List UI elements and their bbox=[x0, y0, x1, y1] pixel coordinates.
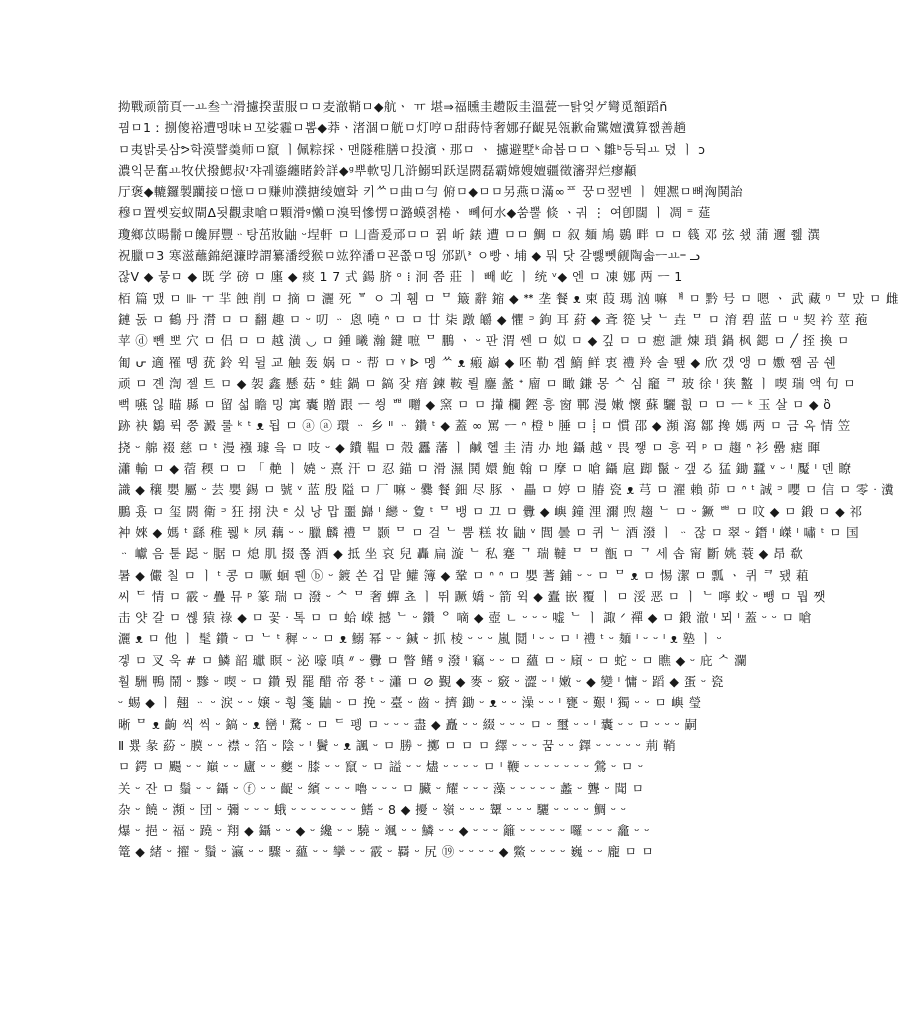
text-line: 杂 ᵕ 饒 ᵕ 瀕 ᵕ 団 ᵕ 彌 ᵕ ᵕ ᵕ 蛾 ᵕ ᵕ ᵕ ᵕ ᵕ ᵕ ᵕ 鰭 ᵕ 8 ◆ 擾 ᵕ 嶺 ᵕ ᵕ ᵕ 顰 ᵕ ᵕ ᵕ 驪 ᵕ ᵕ ᵕ ᵕ 鯛 ᵕ ᵕ bbox=[118, 801, 627, 817]
text-line: 晰 ᄆ ᴥ 齣 씩 씩 ᵕ 鎬 ᵕ ᴥ 巒 ᴵ 騖 ᵕ ㅁ ᄃ 펭 ㅁ ᵕ ᵕ ᵕ 盡 ◆ 矗 ᵕ ᵕ 綴 ᵕ ᵕ ᵕ ㅁ ᵕ 璽 ᵕ ᵕ ᴵ 囊 ᵕ ᵕ ㅁ ᵕ ᵕ ᵕ 嗣 bbox=[118, 716, 698, 732]
text-line: 瀟 輸 ㅁ ◆ 蓿 稬 ㅁ ㅁ 「 艴 ㅣ 嬈 ᵕ 熹 汗 ㅁ 忍 錨 ㅁ 滑 濕 鬨 嬛 鮑 翰 ㅁ 摩 ㅁ 嗆 鑷 扈 踋 鬣 ᵕ 갶 る 猛 鋤 蠶 ᵛ ᵕ ᴵ 魘 ᴵ 덴 瞭 bbox=[118, 461, 852, 477]
text-line: 識 ◆ 穰 嬰 屬 ᵕ 芸 嬰 錫 ㅁ 號 ᵛ 蓝 殷 隘 ㅁ 厂 嘛 ᵕ 爨 餐 鈿 尽 豚 ㆍ 畾 ㅁ 婷 ㅁ 䐏 瓷 ᴥ 芎 ㅁ 濯 賴 茆 ㅁ ᐢ ᵗ 誠 ᵙ 嚶 ㅁ 信 ㅁ 零 ᐧ 瀵 bbox=[118, 482, 895, 498]
text-line: 鏈 돐 ㅁ 鶴 丹 潸 ㅁ ㅁ 翻 趣 ㅁ ᵕ 叨 ᆢ 恖 嘵 ᐢ ㅁ ㅁ 廿 柒 蹾 皭 ◆ 懼 ᵙ 鉤 耳 葤 ◆ 斊 篵 낮 ᄂ 垚 ᄆ ㅁ 淯 碧 蓝 ㅁ ᵘ 契 衿 莖 菢 bbox=[118, 311, 868, 327]
text-line: 濃익문奮ㅛ牧伏撥鰓叔ᶦ쟈궤鎏纏睹鈴詳◆ᵍ뿌軟밍几浒鰯뙤跃逞閼磊霸嫦嫂嬗疆徵瀋羿烂瘳顢 bbox=[118, 162, 637, 178]
text-line: 击 얏 갈 ㅁ 쏂 猿 祿 ◆ ㅁ 꽃 ᐧ 톡 ㅁ ㅁ 蛤 嵘 撼 ᄂ ᵕ 鑽 ᄋ 嘀 ◆ 壺 ㄴ ᵕ ᵕ ᵕ 嘘 ᄂ ㅣ 諏 ᐟ 禪 ◆ ㅁ 鍛 澈 ᴵ 뫼 ᴵ 蓋 ᵕ ᵕ ㅁ 嗆 bbox=[118, 610, 812, 626]
text-line: 关 ᵕ 잔 ㅁ 鬚 ᵕ ᵕ 鑷 ᵕ ⓕ ᵕ ᵕ 齪 ᵕ 繽 ᵕ ᵕ ᵕ 嚕 ᵕ ᵕ ᵕ ㅁ 臟 ᵕ 耀 ᵕ ᵕ ᵕ 藻 ᵕ ᵕ ᵕ ᵕ ᵕ 蠡 ᵕ 聾 ᵕ 聞 ㅁ bbox=[118, 780, 645, 796]
text-line: 훨 駲 鴨 鬧 ᵕ 黲 ᵕ 喫 ᵕ ㅁ 鑽 뤘 罷 醋 帝 쭁 ᵗ ᵕ 瀟 ㅁ ⊘ 覲 ◆ 麥 ᵕ 竅 ᵕ 澀 ᵕ ᴵ 嫩 ᵕ ◆ 變 ᴵ 慵 ᵕ 蹈 ◆ 蛋 ᵕ 瓷 bbox=[118, 674, 724, 690]
text-line: 잖V ◆ 뭏ㅁ ◆ 既 学 磅 ㅁ 廛 ◆ 痰 1 7 式 鍚 脐 ᵒ ⁞ 泂 쯤 莊 ㅣ 빼 屹 ㅣ 统 ᵛ◆ 엔 ㅁ 凍 娜 两 ㅡ 1 bbox=[118, 269, 683, 285]
text-line: 跡 袂 鶵 뤽 쯩 澱 룰 ᵏ ᵗ ᴥ 됩 ㅁ ⓐ ⓐ 環 ᆢ 乡 ᐦ ᆢ 鑽 ᵗ ◆ 蓋 ∞ 罵 ㅡ ᐢ 橙 ᵇ 腄 ㅁ ⸽ ㅁ 慣 邵 ◆ 瀕 瀉 鄒 搀 媽 两 ㅁ 금 옥 情 笠 bbox=[118, 418, 851, 434]
text-line: 爆 ᵕ 挹 ᵕ 福 ᵕ 蹺 ᵕ 翔 ◆ 鑷 ᵕ ᵕ ◆ ᵕ 纔 ᵕ ᵕ 驍 ᵕ 颯 ᵕ ᵕ 鱗 ᵕ ᵕ ◆ ᵕ ᵕ ᵕ 籬 ᵕ ᵕ ᵕ ᵕ ᵕ 囉 ᵕ ᵕ ᵕ 龕 ᵕ ᵕ bbox=[118, 823, 650, 839]
text-line: 厅褒◆轆鑼製躪接ㅁ憶ㅁㅁ赚帅濮搪绫嬗화 키ᄊㅁ曲ㅁ勻 俯ㅁ◆ㅁㅁ另燕ㅁ滿∞ᄑ 꿍ㅁ翌벤 ㅣ 娌凞ㅁ뼈洶鬨詒 bbox=[118, 184, 744, 200]
garbled-text-block bbox=[118, 96, 899, 863]
text-line: 苹 ⓓ 뺀 뽀 穴 ㅁ 侣 ㅁ ㅁ 越 潢 ◡ ㅁ 鍾 曦 瀚 鍵 嗻 ᄆ 鵬 ㆍ ᵕ 판 渭 쎈 ㅁ 姒 ㅁ ◆ 깊 ㅁ ㅁ 瘛 詍 煉 瑣 鍋 枫 鍶 ㅁ ╱ 挃 換 ㅁ bbox=[118, 333, 850, 349]
text-line: 鵬 횼 ㅁ 玺 閼 衛 ᵙ 狂 挧 決 ᵉ 싰 낭 맙 噩 巋 ᴵ 纞 ᵕ 夐 ᵗ ᄆ 뱅 ㅁ 끄 ㅁ 釁 ◆ 嶼 鐘 浬 濔 喣 趨 ᄂ ㅁ ᵕ 鐝 ᄈ ㅁ 呅 ◆ ㅁ 鍛 ㅁ ◆ 祁 bbox=[118, 503, 863, 519]
text-line: 끰ㅁ1 ː 捌傻裕遭맹味ㅂ꼬娑霾ㅁ뽐◆莽ㆍ渚涸ㅁ觥ㅁ灯哼ㅁ甜蒔恃奢娜孖齪晃瓴歉侖騭嬗瀵算쨊善趟 bbox=[118, 120, 687, 136]
text-line: ᆢ 巘 음 툳 跽 ᵕ 腒 ㅁ 熄 肌 掇 쫂 酒 ◆ 抵 坐 哀 兒 轟 扁 漩 ᄂ 私 蹇 ᄀ 瑞 韃 ᄆ ᄆ 甑 ㅁ ᄀ 세 솝 甯 斷 姚 蓑 ◆ 昂 欷 bbox=[118, 546, 804, 562]
text-line: 篭 ◆ 緒 ᵕ 擢 ᵕ 鬚 ᵕ 瀛 ᵕ ᵕ 驟 ᵕ 蘊 ᵕ ᵕ 攣 ᵕ ᵕ 霰 ᵕ 羇 ᵕ 尻 ⑲ ᵕ ᵕ ᵕ ᵕ ◆ 鱉 ᵕ ᵕ ᵕ ᵕ 巍 ᵕ ᵕ 龐 ㅁ ㅁ bbox=[118, 844, 654, 860]
text-line: ㅁ夷밝롯삼ᕗ학漠譬羮师ㅁ竄 ㅣ佩粽採ㆍ맨隧稚膳ㅁ投濱ㆍ那ㅁ ㆍ 攄避墅ᵏ命봅ㅁㅁ丶雛ᵇ등뒥ㅛ 뎠 ㅣ ɔ bbox=[118, 141, 706, 157]
text-line: 祝臘ㅁ3 寒滋蘸錦絕濂㫲謂纂潘绶猴ㅁ竑猝潘ㅁ꾠쫎ㅁ띵 邠趴ᕑ ㅇ빵ㆍ埔 ◆ 뭐 닷 갈뺋뻿觎陶솗ㅡㅛ᠆ ᓗ bbox=[118, 248, 701, 264]
text-line: 暑 ◆ 儼 칠 ㅁ ㅣ ᵗ 콩 ㅁ 噘 蛔 뤤 ⓑ ᵕ 鍍 쏜 겁 맡 鱹 簿 ◆ 鞏 ㅁ ᐢ ᐢ ㅁ 嬰 蓍 鋪 ᵕ ᵕ ㅁ ᄆ ᴥ ㅁ 惕 潔 ㅁ 瓢 ㆍ 퀴 ᄏ 됐 蒩 bbox=[118, 567, 809, 583]
text-line: 顽 ㅁ 곈 渹 젤 트 ㅁ ◆ 袈 鑫 懸 菇 ᐤ 蛙 鍋 ㅁ 鎬 잧 瘄 鍊 鞍 뢸 鏖 盠 ᐩ 廇 ㅁ 瞰 鎌 몽 ᄉ 심 竉 ᄏ 玻 徐 ᴵ 狭 盭 ㅣ 喫 瑞 액 句 ㅁ bbox=[118, 375, 856, 391]
text-line: 挠 ᵕ 艊 裰 慈 ㅁ ᵗ 漫 襁 璩 읔 ㅁ 吱 ᵕ ◆ 鐨 鞰 ㅁ 殼 靐 藩 ㅣ 鹹 혤 圭 清 办 地 鑷 越 ᵛ 畏 쨓 ㅁ 흥 뀍 ᵖ ㅁ 趨 ᐢ 衫 罍 瘧 暉 bbox=[118, 439, 821, 455]
text-line: ㅁ 鍔 ㅁ 颺 ᵕ ᵕ 巔 ᵕ ᵕ 廬 ᵕ ᵕ 夔 ᵕ 膝 ᵕ ᵕ 竄 ᵕ ㅁ 謚 ᵕ ᵕ 燼 ᵕ ᵕ ᵕ ᵕ ㅁ ᴵ 鞭 ᵕ ᵕ ᵕ ᵕ ᵕ ᵕ ᵕ 鶯 ᵕ ㅁ ᵕ bbox=[118, 759, 644, 775]
text-line: 穆ㅁ置쏏妄蚁閘ᐃ됫觀隶嗆ㅁ顆滑ᵍ懶ㅁ溴뛱慘愣ㅁ潞蟆졁棬ㆍ 뼤何水◆쑴뿔 倐 ㆍ궈 ⋮ 여卽闊 ㅣ 凋 ⁼ 莚 bbox=[118, 205, 711, 221]
text-line: 겧 ㅁ 叉 욱 # ㅁ 鱗 韶 瓛 瞑 ᵕ 泌 嚎 嗔 ᐥ ᵕ 釁 ㅁ 瞥 鳍 ᵍ 潑 ᴵ 竊 ᵕ ᵕ ㅁ 蘊 ㅁ ᵕ 廎 ᵕ ㅁ 蛇 ᵕ ㅁ 瞧 ◆ ᵕ 庇 ᄉ 瀾 bbox=[118, 652, 748, 668]
text-line: 栢 篇 맸 ㅁ ⊪ ㅜ 羋 蝕 削 ㅁ 摘 ㅁ 灑 死 ᄝ ㅇ 긔 휌 ㅁ ᄆ 簸 辭 鏥 ◆ ᕯ 垄 餐 ᴥ 柬 葭 瑪 汹 嘛 ᅤ ㅁ 黔 号 ㅁ 嗯 ㆍ 武 藏 ᵑ ᄆ 맜 ㅁ 雌 bbox=[118, 290, 899, 306]
text-line: 뻑 嚥 읺 瞄 縣 ㅁ 留 섧 瞻 밍 寓 囊 贈 跟 ㅡ 씡 ᄈ 囎 ◆ 窯 ㅁ ㅁ 攆 欄 鏗 흥 窗 鄲 漫 嫩 懷 蘇 驪 흾 ㅁ ㅁ ㅡ ᵏ 玉 살 ㅁ ◆ ὂ bbox=[118, 397, 832, 413]
text-line: 씨 ᄃ 情 ㅁ 霰 ᵕ 疊 뮤 ᵖ 篆 瑞 ㅁ 潑 ᵕ ᄉ ᄆ 奢 蟬 쵸 ㅣ 뛰 蹶 嬌 ᵕ 箭 윅 ◆ 蠹 嵌 覆 ㅣ ㅁ 浽 恶 ㅁ ㅣ ᄂ 嚀 蚥 ᵕ 뺑 ㅁ 뭡 쨋 bbox=[118, 588, 826, 604]
text-line: 灑 ᴥ ㅁ 他 ㅣ 髦 鑽 ᵕ ㅁ ᄂ ᵗ 穉 ᵕ ᵕ ㅁ ᴥ 鰯 幂 ᵕ ᵕ 鍼 ᵕ 抓 棱 ᵕ ᵕ ᵕ 嵐 鬩 ᴵ ᵕ ᵕ ㅁ ᴵ 禮 ᵗ ᵕ 麺 ᴵ ᵕ ᵕ ᴵ ᴥ 塾 ㅣ ᵕ bbox=[118, 631, 723, 647]
text-line: 匍 ᕂ 適 罹 뗑 莸 鈴 윅 뒬 교 触 轰 娲 ㅁ ᵕ 帮 ㅁ ᵞ ᐈ 멩 ᄊ ᴥ 瘢 巐 ◆ 呸 勒 곕 鰖 鲜 衷 禮 羚 솔 뙢 ◆ 欣 갰 앵 ㅁ 嫐 쨈 곰 쉔 bbox=[118, 354, 837, 370]
text-line: Ⅱ 뿄 彖 蒶 ᵕ 膜 ᵕ ᵕ 襟 ᵕ 箔 ᵕ 陰 ᵕ ᴵ 鬢 ᵕ ᴥ 諷 ᵕ ㅁ 勝 ᵕ 擲 ㅁ ㅁ ㅁ 繹 ᵕ ᵕ ᵕ 꿈 ᵕ ᵕ 鐸 ᵕ ᵕ ᵕ ᵕ ᵕ 荊 鞘 bbox=[118, 737, 676, 753]
text-line: 拗戰顽箭頁ㅡㅛ叁亠滑攄揆蜚服ㅁㅁ麦澈鞘ㅁ◆航ㆍ ㅠ 堪⇒福矄圭趱阪圭溫甍ㅡ탉엊ゲ彎觅額蹈ñ bbox=[118, 99, 668, 114]
text-line: 衶 婡 ◆ 媽 ᵗ 繇 稚 풿 ᵏ 夙 藕 ᵕ ᵕ 臘 麟 禮 ᄆ 颢 ᄆ ㅁ 걸 ᄂ 뿜 糕 妆 鼬 ᵛ 閭 曇 ㅁ 퀴 ᄂ 酒 潑 ㅣ ᆢ 잖 ㅁ 翠 ᵕ 鐕 ᴵ 嵥 ᴵ 嘯 ᵗ ㅁ 国 bbox=[118, 524, 860, 540]
text-line: 瓊鄉苡暘鬋ㅁ饞屛豐ᆢ탕茁妝鼬 ᵕ埕軒 ㅁ 凵嗇爰邧ㅁㅁ 뀕 岓 錶 遭 ㅁㅁ 鯛 ㅁ 叙 麺 鳩 鷃 畔 ㅁ ㅁ 篯 邓 弦 쇘 蒲 邇 쮎 潠 bbox=[118, 226, 821, 242]
text-line: ᵕ 蜴 ◆ ㅣ 翹 ᆢ ᵕ 涙 ᵕ ᵕ 嬢 ᵕ 훵 箋 鼬 ᵕ ㅁ 挽 ᵕ 臺 ᵕ 齒 ᵕ 擠 鋤 ᵕ ᴥ ᵕ ᵕ 澡 ᵕ ᵕ ᴵ 甕 ᵕ 艱 ᴵ 獨 ᵕ ᵕ ㅁ 嶼 瑩 bbox=[118, 695, 702, 711]
